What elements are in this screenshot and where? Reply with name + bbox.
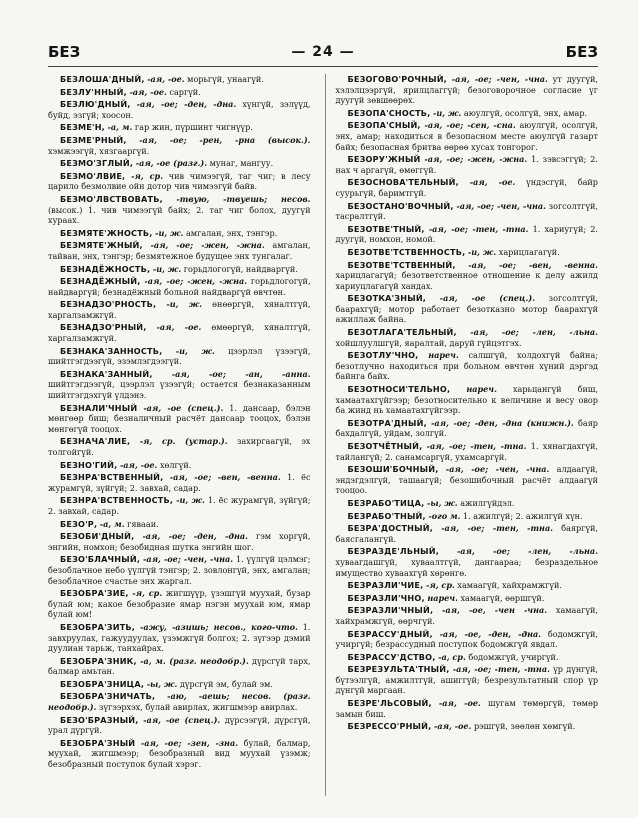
dictionary-entry [48, 87, 311, 98]
dictionary-entry [48, 436, 311, 457]
entry-grammar: -и, ж. [467, 246, 497, 257]
entry-headword: БЕЗОПА'СНЫЙ, [347, 120, 421, 131]
dictionary-entry [336, 593, 599, 604]
entry-grammar: -а, м. (разг. неодобр.). [140, 655, 249, 666]
entry-definition: 1. хариугүй; 2. дуугүй, номхон, номой. [335, 223, 598, 245]
entry-headword: БЕЗОТЛАГА'ТЕЛЬНЫЙ, [347, 327, 457, 338]
entry-grammar: -ая, -ое. [129, 86, 167, 97]
entry-definition: дүрсгүй тарх, балмар амьтан. [48, 655, 311, 677]
entry-headword: БЕЗНАКА'ЗАННОСТЬ, [60, 345, 163, 356]
entry-grammar: -ая, -ое. [438, 698, 481, 709]
entry-grammar: -ая, -ое; -ден, -дна. [136, 99, 237, 110]
dictionary-entry [48, 228, 311, 239]
dictionary-entry [48, 122, 311, 133]
entry-headword: БЕЗНАДЗО'РНОСТЬ, [60, 299, 157, 310]
entry-headword: БЕЗНРА'ВСТВЕННОСТЬ, [60, 495, 174, 506]
entry-headword: БЕЗНО'ГИЙ, [60, 459, 118, 470]
entry-headword: БЕЗОБРА'ЗНЫЙ [60, 737, 136, 748]
dictionary-entry [48, 472, 311, 493]
columns [48, 74, 598, 796]
entry-headword: БЕЗО'Р, [60, 518, 98, 529]
dictionary-entry [336, 418, 599, 439]
entry-definition: амгалан, энх, тэнгэр. [185, 227, 278, 238]
entry-headword: БЕЗРАССУ'ДНЫЙ, [347, 628, 433, 639]
entry-headword: БЕЗРАССУ'ДСТВО, [347, 651, 436, 662]
entry-grammar: -ая, -ое; -вен, -венна. [169, 472, 281, 483]
entry-grammar: -я, ср. [131, 170, 164, 181]
entry-definition: салшгүй, холдохгүй байна; безотлучно находиться при больном өвчтөн хүний дэргэд байнга байх. [335, 350, 598, 382]
dictionary-entry [48, 171, 311, 192]
dictionary-entry [48, 276, 311, 297]
entry-headword: БЕЗЛУ'ННЫЙ, [60, 86, 127, 97]
entry-grammar: -твую, -твуешь; несов. [176, 193, 311, 204]
header-right-guide-word: БЕЗ [565, 43, 598, 61]
entry-grammar: -ая, -ое; -чен, -чна. [445, 464, 550, 475]
entry-definition: шугам төмөргүй, төмөр замын биш. [335, 698, 598, 719]
dictionary-entry [48, 322, 311, 343]
dictionary-entry [48, 158, 311, 169]
entry-headword: БЕЗРЕ'ЛЬСОВЫЙ, [347, 698, 432, 709]
entry-definition: 1. дансаар, бэлэн мөнгөөр биш; безналичный расчёт дансаар тооцох, бэлэн мөнгөгүй тооцох. [48, 402, 311, 434]
entry-definition: 1. ёс журамгүй, зүйгүй; 2. завхай, садар. [48, 472, 311, 493]
entry-definition: баяр бахдалгүй, уйдам, золгүй. [335, 417, 598, 439]
entry-definition: горьдлогогүй, найдваргүй. [183, 263, 298, 274]
entry-definition: дүрсгүй эм, булай эм. [179, 678, 273, 689]
entry-definition: бодомжгүй, учиргүй. [468, 651, 559, 662]
dictionary-entry [336, 350, 599, 382]
entry-headword: БЕЗОБРА'ЗИТЬ, [60, 621, 136, 632]
entry-headword: БЕЗОБРА'ЗНИЧАТЬ, [60, 691, 156, 702]
entry-grammar: -ая, -ое (спец.). [143, 402, 224, 413]
entry-headword: БЕЗОПА'СНОСТЬ, [347, 107, 431, 118]
entry-headword: БЕЗО'БРАЗНЫЙ, [60, 714, 139, 725]
entry-headword: БЕЗОТРА'ДНЫЙ, [347, 417, 427, 428]
right-column [325, 74, 599, 796]
entry-headword: БЕЗОТВЕ'ТНЫЙ, [347, 223, 425, 234]
entry-definition: 1. завхруулах, гажуудуулах, үзэмжгүй болгох; 2. зүгээр дэмий дуулиан тарьж, танхайрах. [48, 621, 311, 654]
entry-grammar: -и, ж. [433, 107, 462, 118]
entry-grammar: -и, ж. [155, 227, 184, 238]
dictionary-entry [48, 346, 311, 367]
dictionary-entry [48, 622, 311, 654]
dictionary-entry [48, 240, 311, 261]
entry-grammar: -ая, -ое; -лен, -льна. [456, 546, 598, 557]
entry-headword: БЕЗНАКА'ЗАННЫЙ, [60, 368, 153, 379]
entry-definition: цээрлэл үзээгүй, шийтгэгдээгүй, эзэмлэгдээгүй. [48, 345, 311, 367]
dictionary-entry [48, 715, 311, 736]
entry-grammar: -ая, -ое; -чен, -чна. [456, 200, 546, 211]
entry-definition: өнөөргүй, хяналтгүй, харгалзамжгүй. [48, 299, 311, 320]
entry-grammar: -ая, -ое; -тен, -тна. [426, 441, 527, 451]
entry-grammar: -ая, -ое. [469, 177, 516, 188]
dictionary-entry [48, 588, 311, 620]
dictionary-entry [336, 74, 599, 106]
entry-grammar: -ая, -ое, -чен -чна. [442, 605, 548, 616]
dictionary-entry [336, 201, 599, 222]
dictionary-entry [48, 194, 311, 226]
dictionary-entry [336, 441, 599, 462]
entry-grammar: -ая, -ое; -тен, -тна. [441, 523, 554, 534]
entry-grammar: -и, ж. [175, 345, 215, 356]
entry-definition: баяргүй, баясгалангүй. [335, 523, 598, 544]
entry-definition: харицлагагүй. [498, 246, 560, 257]
entry-headword: БЕЗОБРА'ЗИЕ, [60, 588, 129, 599]
entry-headword: БЕЗРА'ДОСТНЫЙ, [347, 523, 433, 534]
entry-grammar: -а, м. [99, 518, 125, 529]
dictionary-entry [336, 605, 599, 626]
entry-definition: харьцангүй биш, хамаатахгүйгээр; безотносительно к величине и весу овор ба жинд нь хамаатахгүйгээр. [335, 384, 598, 416]
dictionary-entry [48, 369, 311, 401]
dictionary-entry [336, 698, 599, 719]
entry-headword: БЕЗОБРА'ЗНИК, [60, 655, 137, 666]
entry-definition: зүгээрхэх, булай авирлах, жигшмээр авирлах. [99, 702, 298, 713]
entry-definition: дүрсээгүй, дүрсгүй, урал дүргүй. [48, 714, 311, 736]
entry-grammar: -ая, -ое; -жен, -жна. [150, 240, 265, 251]
entry-headword: БЕЗОБРА'ЗНИЦА, [60, 678, 145, 689]
entry-headword: БЕЗРАЗДЕ'ЛЬНЫЙ, [347, 546, 440, 557]
entry-grammar: нареч. [427, 592, 458, 603]
entry-headword: БЕЗНАЧА'ЛИЕ, [60, 436, 131, 447]
entry-definition: хэмжээгүй, хязгааргүй. [48, 145, 150, 156]
entry-definition: зогсолтгүй, тасралтгүй. [335, 200, 598, 222]
entry-definition: хөлгүй. [159, 459, 192, 470]
entry-grammar: -ая, -ое. [147, 74, 185, 84]
entry-grammar: -ая, -ое. [156, 322, 202, 333]
entry-definition: хойшлуулшгүй, яаралтай, даруй гүйцэтгэх. [335, 337, 522, 348]
dictionary-entry [336, 464, 599, 496]
entry-grammar: -ы, ж. [427, 497, 458, 508]
entry-headword: БЕЗМЕ'Н, [60, 122, 105, 133]
dictionary-entry [336, 260, 599, 292]
entry-grammar: -ая, -ое; -рен, -рна (высок.). [139, 134, 311, 145]
entry-grammar: -ая, -ое (разг.). [135, 158, 208, 169]
entry-definition: үндэсгүй, байр суурьгүй, баримтгүй. [335, 177, 598, 198]
entry-headword: БЕЗО'БЛАЧНЫЙ, [60, 554, 141, 565]
dictionary-entry [336, 384, 599, 416]
entry-headword: БЕЗОРУ'ЖНЫЙ [347, 154, 421, 165]
entry-definition: булай, балмар, муухай, жигшмээр; безобразный вид муухай үзэмж; безобразный поступок булай хэрэг. [48, 737, 311, 770]
entry-headword: БЕЗРЕЗУЛЬТА'ТНЫЙ, [347, 664, 450, 675]
entry-grammar: -и, ж. [176, 495, 205, 506]
entry-grammar: -ая, -ое; -ден, -дна (книжн.). [431, 417, 574, 428]
entry-grammar: -ая, -ое (спец.). [143, 714, 221, 725]
entry-definition: хамаагүй, өөршгүй. [460, 592, 545, 603]
entry-grammar: -ая, -ое; -тен, -тна. [428, 223, 529, 234]
entry-definition: 1. ажилгүй; 2. ажилгүй хүн. [463, 510, 583, 521]
entry-headword: БЕЗОСТАНО'ВОЧНЫЙ, [347, 200, 454, 211]
entry-grammar: -ая, -ое, -ден, -дна. [439, 628, 542, 639]
dictionary-entry [336, 108, 599, 119]
dictionary-entry [336, 293, 599, 325]
entry-headword: БЕЗЛОША'ДНЫЙ, [60, 74, 145, 84]
entry-headword: БЕЗОСНОВА'ТЕЛЬНЫЙ, [347, 177, 459, 188]
entry-headword: БЕЗОТЧЁТНЫЙ, [347, 441, 423, 451]
entry-headword: БЕЗОШИ'БОЧНЫЙ, [347, 464, 439, 475]
entry-headword: БЕЗНАДЁЖНОСТЬ, [60, 263, 151, 274]
dictionary-entry [336, 523, 599, 544]
header-rule [48, 66, 598, 67]
entry-definition: шийтгэгдээгүй, цээрлэл үзээгүй; остается безнаказанным шийтгэгдэхгүй үлдэнэ. [48, 379, 311, 401]
entry-grammar: -ажу, -азишь; несов., кого-что. [139, 621, 298, 632]
entry-grammar: -ая, -ое; -чен, -чна. [142, 554, 234, 565]
entry-grammar: нареч. [428, 350, 459, 361]
entry-definition: ут дуугүй, хэлэлцээргүй, ярилцлаггүй; безоговорочное согласие үг дуугүй зөвшөөрөх. [335, 74, 598, 106]
dictionary-entry [48, 99, 311, 120]
entry-definition: саргүй. [169, 86, 201, 97]
entry-headword: БЕЗРАЗЛИ'ЧИЕ, [347, 580, 424, 591]
entry-grammar: -ая, -ое; -вен, -венна. [468, 259, 598, 270]
entry-definition: захиргаагүй, эх толгойгүй. [48, 436, 311, 457]
entry-headword: БЕЗМЯТЕ'ЖНОСТЬ, [60, 227, 153, 238]
entry-headword: БЕЗРЕССО'РНЫЙ, [347, 721, 432, 732]
entry-definition: өмөөргүй, хяналтгүй, харгалзамжгүй. [48, 322, 311, 344]
dictionary-entry [48, 679, 311, 690]
entry-definition: горьдлогогүй, найдваргүй; безнадёжный больной найдваргүй өвчтөн. [48, 276, 311, 297]
entry-definition: зогсолтгүй, баарахгүй; мотор работает безотказно мотор баарахгүй ажиллаж байна. [335, 293, 598, 325]
dictionary-entry [336, 546, 599, 578]
entry-definition: аюулгүй, осолгүй, энх, амар. [463, 107, 588, 118]
dictionary-entry [48, 691, 311, 712]
dictionary-entry [336, 224, 599, 245]
entry-grammar: -ая, -ое; -жен, -жна. [144, 276, 248, 287]
entry-definition: аюулгүй, осолгүй, энх, амар; находиться в безопасном месте аюулгүй газарт байх; безопасная бритва өөрөө хусах тонгорог. [335, 120, 598, 152]
entry-definition: амгалан, тайван, энх, тэнгэр; безмятежное будущее энх тунгалаг. [48, 240, 311, 261]
dictionary-entry [336, 664, 599, 696]
entry-definition: гявааи. [127, 518, 159, 529]
entry-headword: БЕЗНАЛИ'ЧНЫЙ [60, 402, 138, 413]
entry-definition: ажилгүйдэл. [460, 497, 515, 508]
entry-headword: БЕЗМО'ЗГЛЫЙ, [60, 158, 134, 169]
dictionary-entry [336, 247, 599, 258]
dictionary-entry [336, 511, 599, 522]
entry-grammar: -ая, -ое; -чен, -чна. [451, 74, 548, 84]
dictionary-entry [48, 738, 311, 770]
entry-definition: хүнгүй, зэлүүд, буйд, эзгүй; хоосон. [48, 99, 311, 120]
entry-grammar: -я, ср. [425, 580, 455, 591]
entry-definition: харицлагагүй; безответственное отношение к делу ажилд хариуцлагагүй хандах. [335, 270, 598, 291]
entry-headword: БЕЗРАБО'ТИЦА, [347, 497, 425, 508]
entry-grammar: -и, ж. [166, 299, 203, 310]
dictionary-entry [48, 299, 311, 320]
entry-definition: бодомжгүй, учиргүй; безрассудный поступок бодомжгүй явдал. [335, 628, 598, 650]
entry-definition: 1. зэвсэггүй; 2. нах ч аргагүй, өмөггүй. [335, 154, 598, 175]
entry-grammar: -ая, -ое. [119, 459, 158, 470]
entry-definition: 1. үүлгүй цэлмэг; безоблачное небо үүлгүй тэнгэр; 2. зовлонгүй, энх, амгалан; безоблачное счастье энх жаргал. [48, 554, 311, 586]
entry-headword: БЕЗНАДЁЖНЫЙ, [60, 276, 141, 287]
entry-grammar: -ая, -ое; -зен, -зна. [140, 737, 239, 748]
dictionary-entry [336, 498, 599, 509]
entry-grammar: -ая, -ое; -сен, -сна. [424, 120, 516, 131]
entry-grammar: -ого м. [428, 510, 461, 521]
entry-grammar: -а, м. [107, 122, 133, 133]
entry-grammar: -ая, -ое; -тен, -тна. [452, 664, 550, 675]
entry-grammar: -я, ср. (устар.). [139, 436, 228, 447]
entry-headword: БЕЗНАДЗО'РНЫЙ, [60, 322, 147, 333]
entry-definition: үр дүнгүй, бүтээлгүй, амжилтгүй, ашиггүй; безрезультатный спор үр дүнгүй маргаан. [335, 664, 598, 696]
entry-definition: (высок.) 1. чив чимээгүй байх; 2. таг чиг болох, дуугүй хураах. [48, 204, 311, 226]
entry-definition: рэшгүй, зөөлөн хөмгүй. [473, 721, 576, 732]
page-number: — 24 — [291, 44, 355, 60]
entry-definition: 1. хянагдахгүй, тайлангүй; 2. санамсаргүй, ухамсаргүй. [335, 441, 598, 462]
entry-definition: хуваагдашгүй, хуваалтгүй, дангаараа; безраздельное имущество хуваахгүй хөрөнгө. [335, 556, 598, 578]
entry-definition: хамаагүй, хайхрамжгүй, өөрчгүй. [335, 605, 598, 626]
entry-headword: БЕЗНРА'ВСТВЕННЫЙ, [60, 472, 164, 483]
dictionary-entry [336, 120, 599, 152]
left-column [48, 74, 311, 796]
entry-grammar: -и, ж. [152, 263, 182, 274]
entry-grammar: -ая, -ое (спец.). [439, 293, 536, 304]
entry-headword: БЕЗЛЮ'ДНЫЙ, [60, 99, 131, 110]
entry-grammar: -я, ср. [132, 588, 163, 599]
entry-grammar: -ая, -ое; -лен, -льна. [470, 327, 598, 338]
entry-grammar: -ая, -ое; -жен, -жна. [424, 154, 528, 165]
entry-headword: БЕЗОТВЕ'ТСТВЕННОСТЬ, [347, 246, 466, 257]
entry-headword: БЕЗМЯТЕ'ЖНЫЙ, [60, 240, 143, 251]
dictionary-entry [48, 495, 311, 516]
entry-headword: БЕЗОГОВО'РОЧНЫЙ, [347, 74, 447, 84]
entry-grammar: -ая, -ое; -ден, -дна. [142, 531, 248, 542]
entry-headword: БЕЗРАЗЛИ'ЧНО, [347, 592, 425, 603]
entry-headword: БЕЗОТВЕ'ТСТВЕННЫЙ, [347, 259, 456, 270]
entry-headword: БЕЗМО'ЛВСТВОВАТЬ, [60, 193, 163, 204]
dictionary-entry [48, 554, 311, 586]
entry-definition: морьгүй, унаагүй. [187, 74, 264, 84]
entry-definition: гар жин, пүршинт чигнүүр. [134, 122, 253, 133]
dictionary-entry [336, 580, 599, 591]
entry-grammar: -а, ср. [438, 651, 466, 662]
entry-definition: гэм хоргүй, энгийн, номхон; безобидная шутка энгийн шог. [48, 531, 311, 552]
entry-headword: БЕЗОТНОСИ'ТЕЛЬНО, [347, 384, 451, 395]
header-left-guide-word: БЕЗ [48, 43, 81, 61]
entry-headword: БЕЗОТЛУ'ЧНО, [347, 350, 419, 361]
entry-headword: БЕЗРАЗЛИ'ЧНЫЙ, [347, 605, 434, 616]
entry-headword: БЕЗРАБО'ТНЫЙ, [347, 510, 426, 521]
entry-grammar: -аю, -аешь; несов. (разг. неодобр.). [48, 691, 311, 713]
dictionary-entry [336, 177, 599, 198]
dictionary-entry [48, 135, 311, 156]
dictionary-entry [336, 652, 599, 663]
entry-definition: жигшүүр, үзэшгүй муухай, бузар булай юм; какое безобразие ямар нэгэн муухай юм, ямар булай юм! [48, 588, 311, 620]
dictionary-entry [336, 154, 599, 175]
entry-definition: хамаагүй, хайхрамжгүй. [457, 580, 562, 591]
entry-definition: алдаагүй, эндэгдэлгүй, ташаагүй; безошибочный расчёт алдаагүй тооцоо. [335, 464, 598, 496]
entry-grammar: нареч. [466, 384, 497, 395]
dictionary-entry [48, 519, 311, 530]
dictionary-entry [336, 721, 599, 732]
entry-grammar: -ая, -ое. [433, 721, 472, 732]
dictionary-entry [336, 327, 599, 348]
dictionary-entry [48, 531, 311, 552]
entry-grammar: -ая, -ое; -ан, -анна. [171, 368, 311, 379]
dictionary-entry [48, 403, 311, 435]
dictionary-entry [48, 74, 311, 85]
dictionary-entry [48, 460, 311, 471]
entry-headword: БЕЗМО'ЛВИЕ, [60, 170, 126, 181]
entry-definition: чив чимээгүй, таг чиг; в лесу царило безмолвие ойн дотор чив чимээгүй байв. [48, 170, 311, 192]
entry-definition: мунаг, мангуу. [209, 158, 274, 169]
entry-headword: БЕЗОБИ'ДНЫЙ, [60, 531, 135, 542]
entry-headword: БЕЗМЕ'РНЫЙ, [60, 134, 127, 145]
dictionary-entry [48, 656, 311, 677]
entry-grammar: -ы, ж. [146, 678, 178, 689]
entry-definition: 1. ёс журамгүй, зүйгүй; 2. завхай, садар. [48, 495, 311, 516]
dictionary-entry [336, 629, 599, 650]
dictionary-entry [48, 264, 311, 275]
page-header [48, 42, 598, 62]
entry-headword: БЕЗОТКА'ЗНЫЙ, [347, 293, 427, 304]
